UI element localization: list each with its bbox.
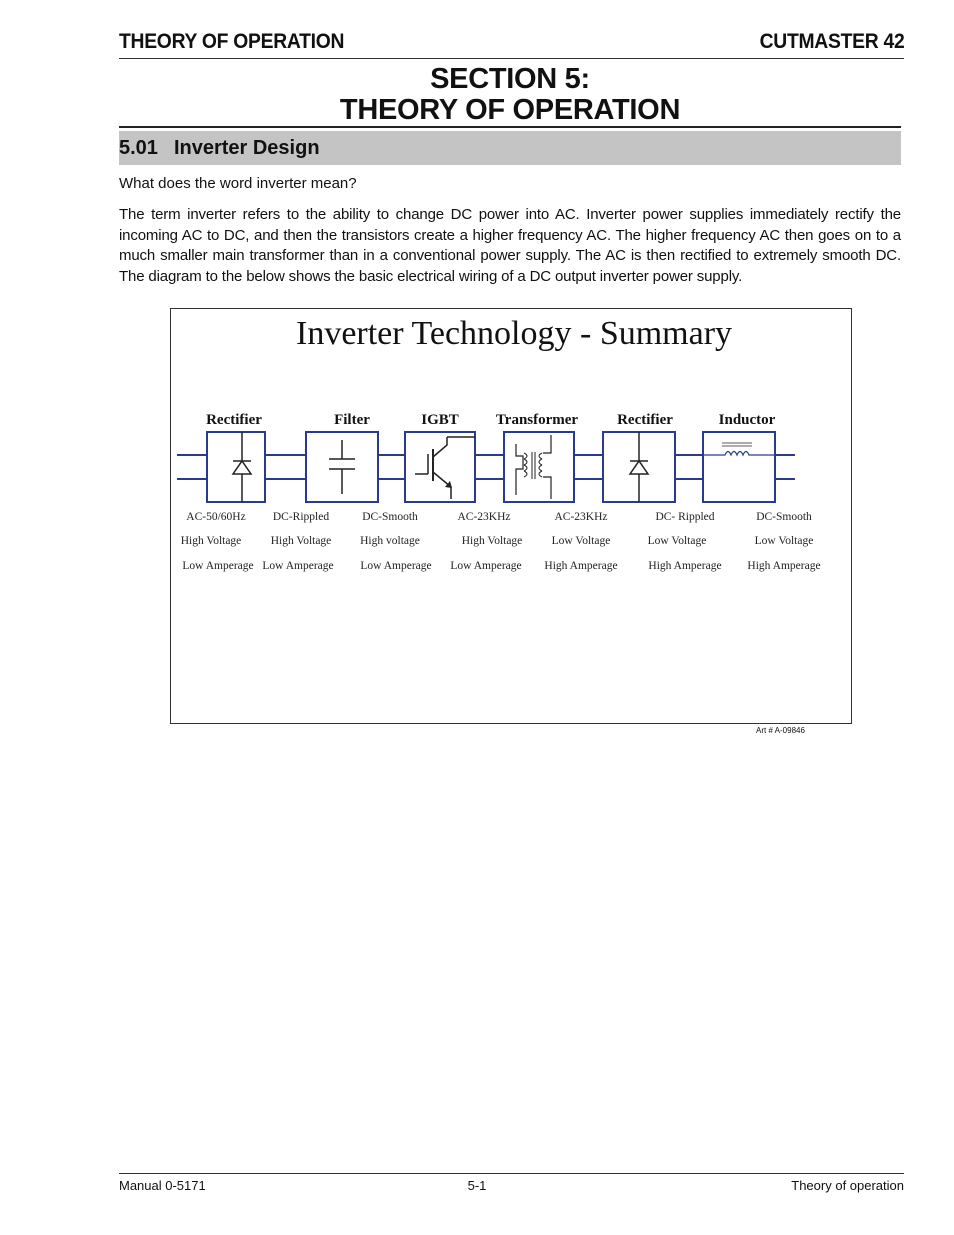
signal-label: DC-Smooth xyxy=(756,511,812,523)
signal-label: DC- Rippled xyxy=(655,511,715,523)
diode-icon xyxy=(233,461,251,474)
signal-label: DC-Rippled xyxy=(272,511,330,523)
transformer-coil-icon xyxy=(524,465,527,471)
signal-label: AC-23KHz xyxy=(554,511,608,523)
signal-label: Low Voltage xyxy=(647,535,707,547)
transformer-coil-icon xyxy=(539,459,542,465)
section-title-line1: SECTION 5: xyxy=(430,63,590,95)
signal-label: High Amperage xyxy=(648,560,722,572)
section-rule xyxy=(119,126,901,128)
signal-label: Low Voltage xyxy=(754,535,814,547)
subsection-title: Inverter Design xyxy=(173,137,320,159)
stage-label-filter: Filter xyxy=(334,412,370,428)
inverter-schematic xyxy=(171,309,851,723)
stage-label-igbt: IGBT xyxy=(421,412,459,428)
transformer-coil-icon xyxy=(524,453,527,459)
subsection-heading xyxy=(119,131,901,165)
figure-title: Inverter Technology - Summary xyxy=(296,315,733,352)
signal-label: High Amperage xyxy=(747,560,821,572)
transformer-coil-icon xyxy=(539,465,542,471)
signal-label: High Amperage xyxy=(544,560,618,572)
signal-label: High Voltage xyxy=(461,535,523,547)
stage-box-6 xyxy=(703,432,775,502)
stage-box-1 xyxy=(207,432,265,502)
header-left: THEORY OF OPERATION xyxy=(119,30,345,53)
signal-label: DC-Smooth xyxy=(362,511,418,523)
signal-label: AC-50/60Hz xyxy=(186,511,246,523)
signal-label: Low Amperage xyxy=(450,560,522,572)
stage-label-transformer: Transformer xyxy=(495,412,579,428)
stage-label-inductor: Inductor xyxy=(718,412,776,428)
inductor-coil-icon xyxy=(703,452,775,456)
header-right: CUTMASTER 42 xyxy=(759,30,904,53)
transformer-lead xyxy=(543,435,551,453)
signal-label: High Voltage xyxy=(270,535,332,547)
section-title xyxy=(119,64,901,126)
body-paragraph: The term inverter refers to the ability to change DC power into AC. Inverter power supplies immediately rectify the incoming AC to DC, and then the transistors create a higher frequency AC. The higher frequency AC then goes on to a much smaller main transformer than in a conventional power supply. The AC is then rectified to extremely smooth DC. The diagram to the below shows the basic electrical wiring of a DC output inverter power supply. xyxy=(119,206,901,286)
header-rule xyxy=(119,58,904,59)
footer-manual: Manual 0-5171 xyxy=(119,1178,206,1193)
diode-icon xyxy=(630,461,648,474)
footer-page-number: 5-1 xyxy=(467,1178,487,1193)
stage-label-rectifier: Rectifier xyxy=(206,412,262,428)
question-text: What does the word inverter mean? xyxy=(119,175,357,192)
transformer-coil-icon xyxy=(539,471,542,477)
signal-label: High Voltage xyxy=(180,535,242,547)
signal-label: AC-23KHz xyxy=(457,511,511,523)
transformer-coil-icon xyxy=(524,471,527,477)
transformer-lead xyxy=(543,477,551,499)
signal-label: Low Voltage xyxy=(551,535,611,547)
transformer-lead xyxy=(516,444,523,495)
transformer-coil-icon xyxy=(539,453,542,459)
section-title-line2: THEORY OF OPERATION xyxy=(339,94,681,126)
transformer-coil-icon xyxy=(524,459,527,465)
signal-label: High voltage xyxy=(360,535,420,547)
igbt-collector xyxy=(433,437,447,457)
stage-label-rectifier: Rectifier xyxy=(617,412,673,428)
stage-box-3 xyxy=(405,432,475,502)
subsection-number: 5.01 xyxy=(119,137,158,159)
signal-label: Low Amperage xyxy=(262,560,334,572)
inverter-diagram xyxy=(170,308,852,724)
footer-rule xyxy=(119,1173,904,1174)
signal-label: Low Amperage xyxy=(360,560,432,572)
art-number: Art # A-09846 xyxy=(756,726,805,735)
footer-section: Theory of operation xyxy=(791,1178,904,1193)
signal-label: Low Amperage xyxy=(182,560,254,572)
